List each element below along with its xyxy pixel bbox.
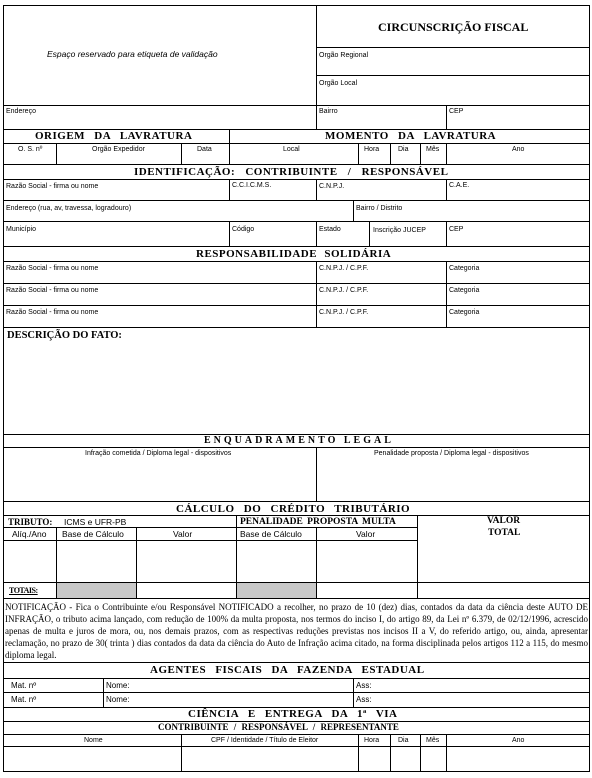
descricao-text-area[interactable] — [4, 344, 589, 433]
momento-lavratura-title: MOMENTO DA LAVRATURA — [325, 130, 497, 142]
validation-label-area: Espaço reservado para etiqueta de validação — [47, 49, 218, 59]
cae-field[interactable]: C.A.E. — [449, 182, 470, 189]
base-calculo-multa-header: Base de Cálculo — [240, 529, 302, 539]
orgao-local-field[interactable]: Orgão Local — [319, 80, 358, 87]
bairro-distrito-field[interactable]: Bairro / Distrito — [356, 205, 403, 212]
municipio-field[interactable]: Município — [6, 226, 36, 233]
ciencia-hora-field[interactable]: Hora — [364, 737, 380, 744]
agente-nome-2[interactable]: Nome: — [106, 695, 130, 704]
solidaria-razao-1[interactable]: Razão Social - firma ou nome — [6, 265, 99, 272]
os-field[interactable]: O. S. nº — [18, 146, 43, 153]
estado-field[interactable]: Estado — [319, 226, 341, 233]
solidaria-categoria-3[interactable]: Categoria — [449, 309, 480, 316]
agentes-title: AGENTES FISCAIS DA FAZENDA ESTADUAL — [150, 664, 425, 676]
totais-label: TOTAIS: — [9, 586, 38, 595]
circunscricao-title: CIRCUNSCRIÇÃO FISCAL — [378, 20, 529, 34]
ciencia-dia-field[interactable]: Dia — [398, 737, 409, 744]
valor-total-label-1: VALOR — [487, 516, 521, 526]
codigo-field[interactable]: Código — [232, 226, 255, 233]
solidaria-categoria-1[interactable]: Categoria — [449, 265, 480, 272]
tributo-label: TRIBUTO: — [8, 517, 53, 527]
base-calculo-header: Base de Cálculo — [62, 529, 124, 539]
data-field[interactable]: Data — [197, 146, 212, 153]
agente-ass-1[interactable]: Ass: — [356, 681, 372, 690]
totais-shade-base — [57, 583, 136, 598]
agente-nome-1[interactable]: Nome: — [106, 681, 130, 690]
local-field[interactable]: Local — [283, 146, 300, 153]
ciencia-mes-field[interactable]: Mês — [426, 737, 440, 744]
ciencia-title: CIÊNCIA E ENTREGA DA 1ª VIA — [188, 708, 398, 720]
mes-field[interactable]: Mês — [426, 146, 440, 153]
solidaria-cnpj-1[interactable]: C.N.P.J. / C.P.F. — [319, 265, 369, 272]
dia-field[interactable]: Dia — [398, 146, 409, 153]
valor-header: Valor — [173, 529, 193, 539]
aliq-ano-header: Alíq./Ano — [12, 529, 47, 539]
orgao-expedidor-field[interactable]: Orgão Expedidor — [92, 146, 145, 153]
penalidade-field[interactable]: Penalidade proposta / Diploma legal - dispositivos — [374, 450, 529, 457]
endereco-contribuinte-field[interactable]: Endereço (rua, av, travessa, logradouro) — [6, 205, 132, 212]
bairro-field[interactable]: Bairro — [319, 108, 338, 115]
penalidade-multa-label: PENALIDADE PROPOSTA MULTA — [240, 517, 396, 527]
enquadramento-title: ENQUADRAMENTO LEGAL — [204, 435, 394, 446]
valor-total-label-2: TOTAL — [488, 528, 521, 538]
ciencia-subtitle: CONTRIBUINTE / RESPONSÁVEL / REPRESENTANTE — [158, 722, 399, 732]
agente-ass-2[interactable]: Ass: — [356, 695, 372, 704]
ciencia-ano-field[interactable]: Ano — [512, 737, 525, 744]
cep-field[interactable]: CEP — [449, 108, 464, 115]
ciencia-nome-field[interactable]: Nome — [84, 737, 103, 744]
descricao-title: DESCRIÇÃO DO FATO: — [7, 330, 122, 341]
origem-lavratura-title: ORIGEM DA LAVRATURA — [35, 130, 193, 142]
inscricao-jucep-field[interactable]: Inscrição JUCEP — [373, 227, 426, 234]
header-divider — [316, 5, 317, 105]
valor-multa-header: Valor — [356, 529, 376, 539]
ccicms-field[interactable]: C.C.I.C.M.S. — [232, 182, 272, 189]
agente-mat-2[interactable]: Mat. nº — [11, 695, 37, 704]
endereco-field[interactable]: Endereço — [6, 108, 36, 115]
cnpj-field[interactable]: C.N.P.J. — [319, 183, 345, 190]
hora-field[interactable]: Hora — [364, 146, 380, 153]
ciencia-cpf-field[interactable]: CPF / Identidade / Título de Eleitor — [211, 737, 319, 744]
razao-social-field[interactable]: Razão Social - firma ou nome — [6, 183, 99, 190]
solidaria-cnpj-2[interactable]: C.N.P.J. / C.P.F. — [319, 287, 369, 294]
solidaria-title: RESPONSABILIDADE SOLIDÁRIA — [196, 248, 392, 260]
cep-contribuinte-field[interactable]: CEP — [449, 226, 464, 233]
orgao-regional-field[interactable]: Orgão Regional — [319, 52, 369, 59]
solidaria-categoria-2[interactable]: Categoria — [449, 287, 480, 294]
totais-shade-multa — [237, 583, 316, 598]
notificacao-text: NOTIFICAÇÃO - Fica o Contribuinte e/ou Responsável NOTIFICADO a recolher, no prazo de 10 (dez) dias, contados da data da ciência deste AUTO DE INFRAÇÃO, o tributo acima lançado, com redução de 100% da multa proposta, nos termos do inciso I, do artigo 89, da Lei nº 6.379, de 02/12/1996, acrescido apenas de multa e juros de mora, ou, nos demais prazos, com as respectivas reduções previstas nos incisos II a V, do referido artigo, ou, ainda, apresentar reclamação, no prazo de 30( trinta ) dias contados da data da ciência do Auto de Infração acima citado, na forma disciplinada pelos artigos 112 a 115, do mesmo diploma legal. — [5, 602, 588, 660]
tributo-value: ICMS e UFR-PB — [64, 517, 127, 527]
infracao-field[interactable]: Infração cometida / Diploma legal - dispositivos — [85, 450, 232, 457]
solidaria-cnpj-3[interactable]: C.N.P.J. / C.P.F. — [319, 309, 369, 316]
identificacao-title: IDENTIFICAÇÃO: CONTRIBUINTE / RESPONSÁVEL — [134, 166, 449, 178]
calculo-title: CÁLCULO DO CRÉDITO TRIBUTÁRIO — [176, 503, 411, 515]
agente-mat-1[interactable]: Mat. nº — [11, 681, 37, 690]
solidaria-razao-3[interactable]: Razão Social - firma ou nome — [6, 309, 99, 316]
ano-field[interactable]: Ano — [512, 146, 525, 153]
solidaria-razao-2[interactable]: Razão Social - firma ou nome — [6, 287, 99, 294]
